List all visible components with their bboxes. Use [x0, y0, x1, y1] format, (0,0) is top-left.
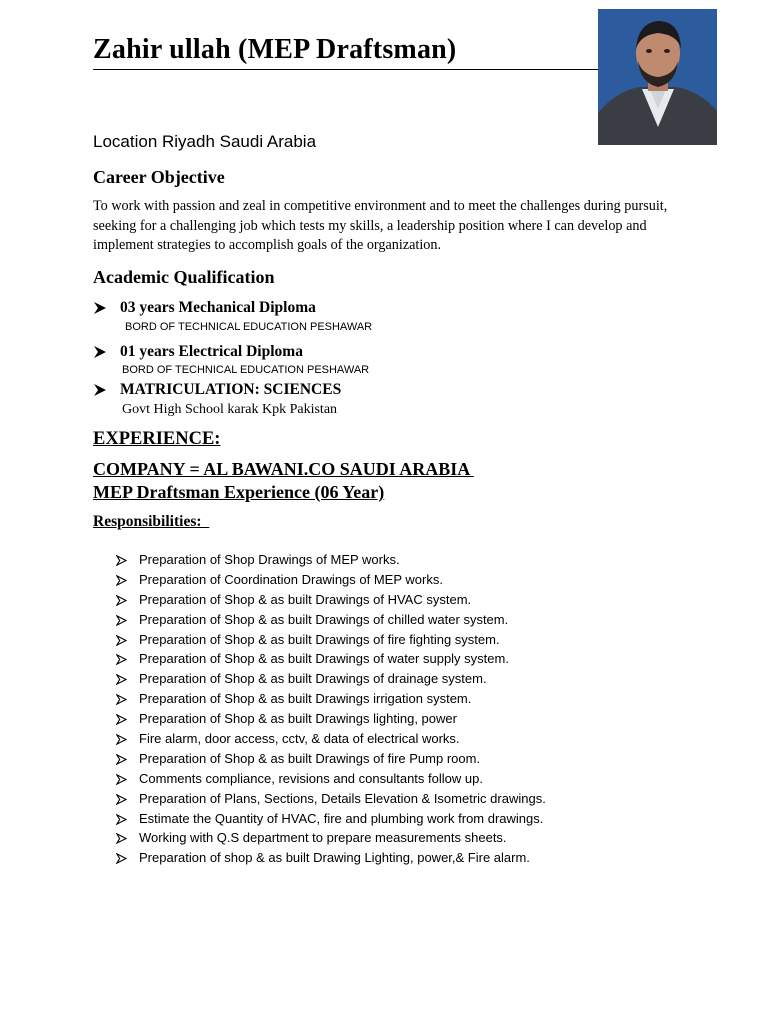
- title-underline: [93, 69, 599, 70]
- responsibility-text: Preparation of Shop & as built Drawings of fire fighting system.: [139, 631, 500, 647]
- responsibility-text: Preparation of Shop & as built Drawings lighting, power: [139, 711, 457, 727]
- arrowhead-bullet-icon: [116, 794, 127, 805]
- arrowhead-bullet-icon: [116, 853, 127, 864]
- profile-photo: [598, 9, 717, 145]
- location-text: Location Riyadh Saudi Arabia: [93, 132, 317, 151]
- career-objective-text: To work with passion and zeal in competitive environment and to meet the challenges during pursuit, seeking for a challenging job which tests my skills, a leadership position where I can develop and implement strategies to accomplish goals of the organization.: [93, 198, 668, 253]
- role-experience: MEP Draftsman Experience (06 Year): [93, 482, 385, 502]
- arrowhead-bullet-icon: [93, 383, 107, 397]
- arrowhead-bullet-icon: [116, 595, 127, 606]
- arrowhead-bullet-icon: [116, 833, 127, 844]
- experience-heading: EXPERIENCE:: [93, 429, 221, 449]
- responsibility-text: Preparation of Plans, Sections, Details Elevation & Isometric drawings.: [139, 790, 546, 806]
- arrowhead-bullet-icon: [116, 774, 127, 785]
- arrowhead-bullet-icon: [93, 301, 107, 315]
- arrowhead-bullet-icon: [116, 635, 127, 646]
- career-objective-heading: Career Objective: [93, 167, 225, 187]
- arrowhead-bullet-icon: [116, 694, 127, 705]
- person-portrait-icon: [598, 9, 717, 145]
- academic-qualification-heading: Academic Qualification: [93, 267, 275, 287]
- arrowhead-bullet-icon: [116, 575, 127, 586]
- responsibility-text: Estimate the Quantity of HVAC, fire and plumbing work from drawings.: [139, 810, 544, 826]
- responsibility-text: Preparation of Coordination Drawings of MEP works.: [139, 571, 443, 587]
- qualification-title: MATRICULATION: SCIENCES: [120, 381, 342, 398]
- arrowhead-bullet-icon: [116, 754, 127, 765]
- qualification-title: 03 years Mechanical Diploma: [120, 299, 316, 316]
- responsibility-text: Fire alarm, door access, cctv, & data of electrical works.: [139, 731, 460, 747]
- arrowhead-bullet-icon: [116, 674, 127, 685]
- responsibility-text: Preparation of Shop & as built Drawings of HVAC system.: [139, 591, 472, 607]
- arrowhead-bullet-icon: [116, 714, 127, 725]
- name-title: Zahir ullah (MEP Draftsman): [93, 34, 457, 65]
- responsibility-text: Preparation of Shop & as built Drawings of water supply system.: [139, 651, 509, 667]
- arrowhead-bullet-icon: [93, 345, 107, 359]
- arrowhead-bullet-icon: [116, 555, 127, 566]
- responsibility-text: Preparation of Shop & as built Drawings irrigation system.: [139, 691, 472, 707]
- qualification-institution: BORD OF TECHNICAL EDUCATION PESHAWAR: [122, 364, 370, 376]
- responsibility-text: Working with Q.S department to prepare measurements sheets.: [139, 830, 507, 846]
- responsibility-text: Preparation of Shop & as built Drawings of fire Pump room.: [139, 750, 481, 766]
- company-name: COMPANY = AL BAWANI.CO SAUDI ARABIA: [93, 459, 474, 479]
- arrowhead-bullet-icon: [116, 734, 127, 745]
- qualification-institution: BORD OF TECHNICAL EDUCATION PESHAWAR: [125, 321, 373, 333]
- responsibility-text: Preparation of Shop Drawings of MEP works.: [139, 552, 400, 567]
- qualification-title: 01 years Electrical Diploma: [120, 343, 303, 360]
- responsibility-text: Preparation of Shop & as built Drawings of chilled water system.: [139, 611, 509, 627]
- responsibility-text: Preparation of shop & as built Drawing Lighting, power,& Fire alarm.: [139, 850, 530, 866]
- arrowhead-bullet-icon: [116, 654, 127, 665]
- responsibility-text: Preparation of Shop & as built Drawings of drainage system.: [139, 671, 487, 687]
- qualification-institution: Govt High School karak Kpk Pakistan: [122, 402, 338, 417]
- responsibility-text: Comments compliance, revisions and consultants follow up.: [139, 770, 483, 786]
- arrowhead-bullet-icon: [116, 615, 127, 626]
- responsibilities-heading: Responsibilities:: [93, 513, 210, 530]
- arrowhead-bullet-icon: [116, 814, 127, 825]
